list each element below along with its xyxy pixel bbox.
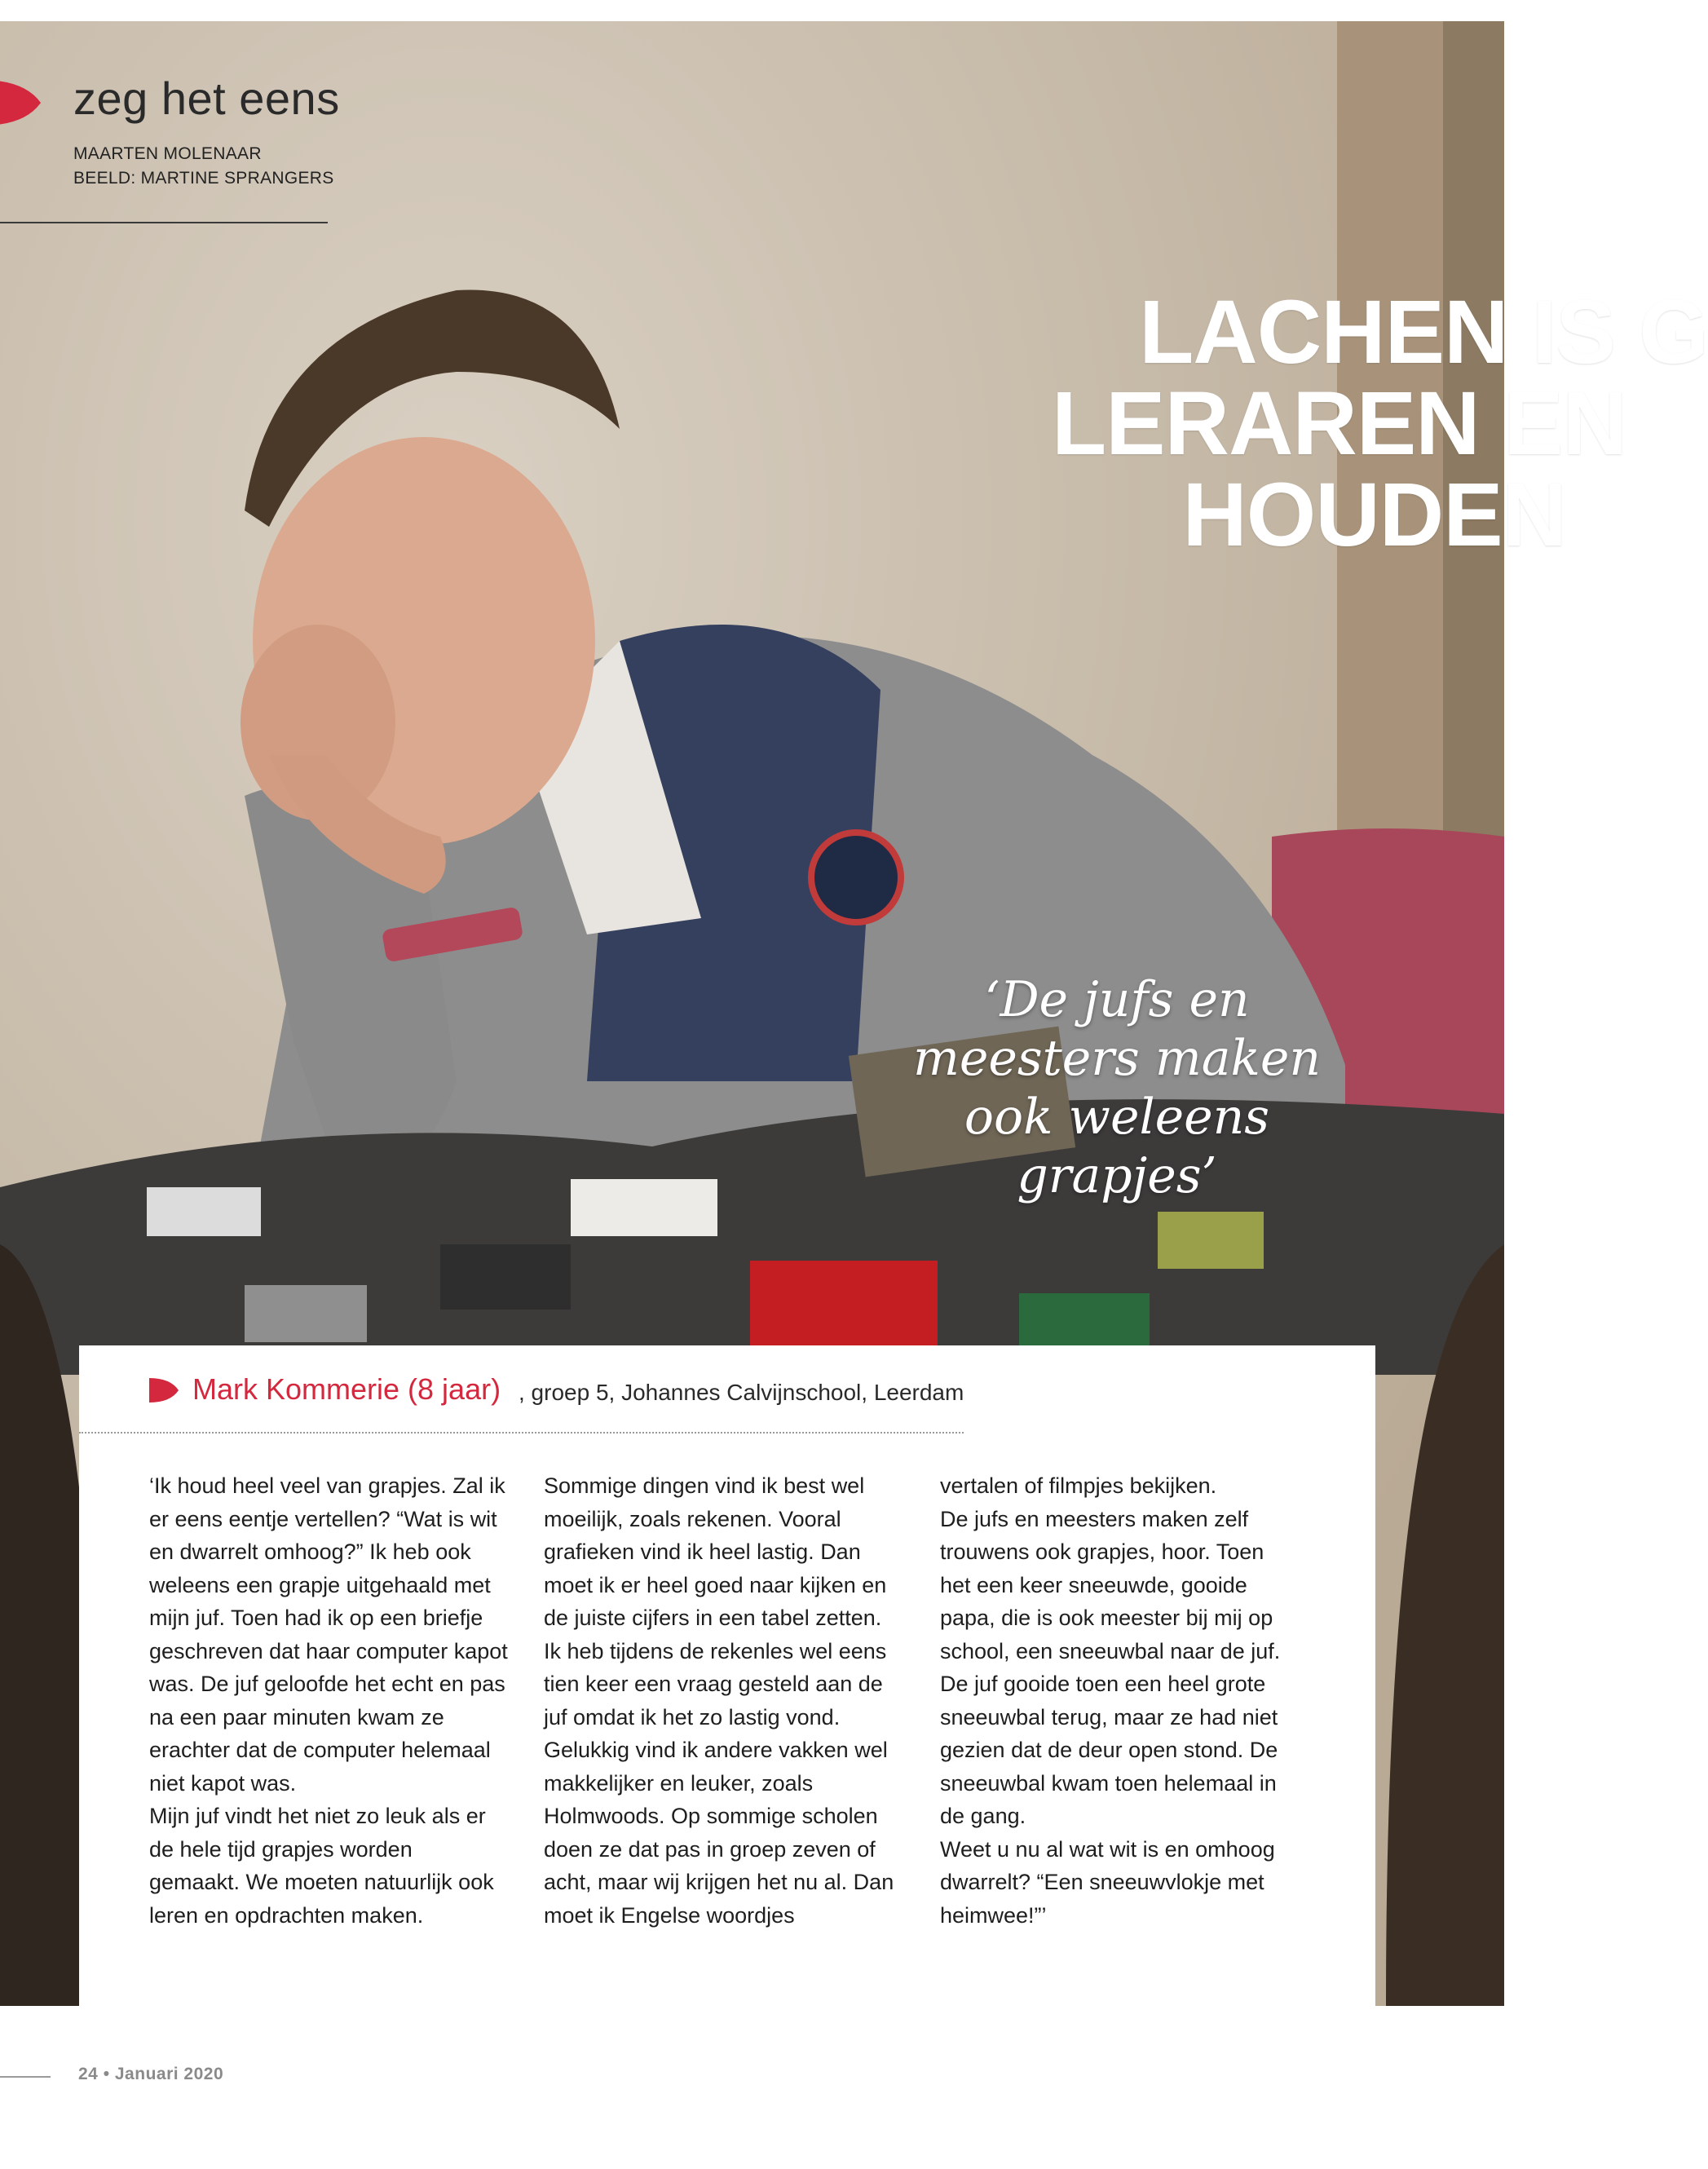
- pull-quote-line: ook weleens: [964, 1089, 1270, 1146]
- article-column-2: [544, 1469, 903, 1932]
- header-divider: [0, 222, 328, 223]
- pull-quote-line: grapjes’: [1017, 1147, 1217, 1204]
- section-marker-icon: [0, 80, 41, 126]
- headline: [770, 282, 1708, 565]
- pull-quote: [905, 970, 1329, 1205]
- paragraph: Mijn juf vindt het niet zo leuk als er de hele tijd grapjes worden gemaakt. We moeten natuurlijk ook leren en opdrachten maken.: [149, 1804, 494, 1928]
- page-footer: 24 • Januari 2020: [78, 2065, 224, 2083]
- paragraph: Weet u nu al wat wit is en omhoog dwarrelt? “Een sneeuwvlokje met heimwee!”’: [940, 1836, 1275, 1928]
- paragraph: ‘Ik houd heel veel van grapjes. Zal ik er eens eentje vertellen? “Wat is wit en dwarrelt omhoog?” Ik heb ook weleens een grapje uitgehaald met mijn juf. Toen had ik op een briefje geschreven dat haar computer kapot was. De juf geloofde het echt en pas na een paar minuten kwam ze erachter dat de computer helemaal niet kapot was.: [149, 1473, 508, 1796]
- pull-quote-line: meesters maken: [912, 1030, 1322, 1087]
- article-column-3: [940, 1469, 1299, 1932]
- section-title: zeg het eens: [73, 73, 340, 124]
- byline-marker-icon: [149, 1378, 179, 1403]
- paragraph: De jufs en meesters maken zelf trouwens ook grapjes, hoor. Toen het een keer sneeuwde, gooide papa, die is ook meester bij mij op school, een sneeuwbal naar de juf. De juf gooide toen een heel grote sneeuwbal terug, maar ze had niet gezien dat de deur open stond. De sneeuwbal kwam toen helemaal in de gang.: [940, 1506, 1281, 1828]
- photo-credit: BEELD: MARTINE SPRANGERS: [73, 169, 334, 188]
- pull-quote-line: ‘De jufs en: [984, 971, 1250, 1028]
- article-column-1: [149, 1469, 508, 1932]
- author-credit: MAARTEN MOLENAAR: [73, 144, 262, 163]
- byline-divider: [79, 1432, 964, 1433]
- headline-line-3: HOUDEN: [1182, 465, 1566, 565]
- headline-line-2: LERAREN EN: [1051, 373, 1626, 474]
- paragraph: vertalen of filmpjes bekijken.: [940, 1473, 1217, 1498]
- paragraph: Sommige dingen vind ik best wel moeilijk, zoals rekenen. Vooral grafieken vind ik heel lastig. Dan moet ik er heel goed naar kijken en de juiste cijfers in een tabel zetten. Ik heb tijdens de rekenles wel eens tien keer een vraag gesteld aan de juf omdat ik het zo lastig vond.: [544, 1473, 887, 1729]
- interviewee-name: Mark Kommerie (8 jaar): [192, 1372, 501, 1406]
- headline-line-1: LACHEN IS G: [1139, 282, 1708, 382]
- interviewee-details: , groep 5, Johannes Calvijnschool, Leerdam: [519, 1380, 964, 1405]
- paragraph: Gelukkig vind ik andere vakken wel makkelijker en leuker, zoals Holmwoods. Op sommige scholen doen ze dat pas in groep zeven of acht, maar wij krijgen het nu al. Dan moet ik Engelse woordjes: [544, 1738, 894, 1928]
- footer-divider: [0, 2076, 51, 2078]
